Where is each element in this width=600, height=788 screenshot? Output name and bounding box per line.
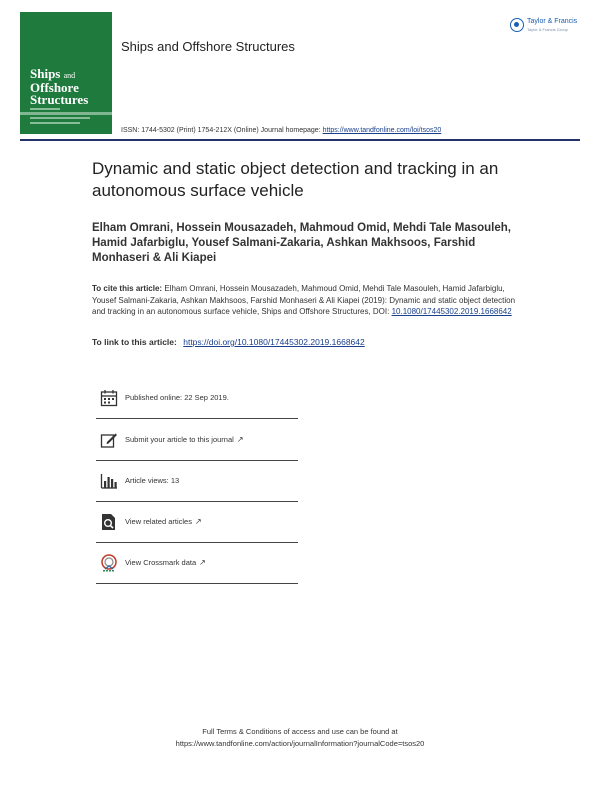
bar-chart-icon — [100, 472, 118, 490]
publisher-logo: Taylor & Francis Taylor & Francis Group — [510, 16, 580, 36]
related-articles-link[interactable]: View related articles ↗ — [125, 517, 202, 526]
footer-journal-link[interactable]: https://www.tandfonline.com/action/journalInformation?journalCode=tsos20 — [175, 739, 425, 748]
related-articles-row[interactable] — [96, 501, 298, 543]
external-link-icon: ↗ — [236, 435, 244, 444]
published-row — [96, 377, 298, 419]
crossmark-link[interactable]: View Crossmark data ↗ — [125, 558, 206, 567]
search-document-icon — [100, 513, 118, 531]
crossmark-row[interactable] — [96, 542, 298, 584]
edit-icon — [100, 431, 118, 449]
article-views-row — [96, 460, 298, 502]
issn-line: ISSN: 1744-5302 (Print) 1754-212X (Online) Journal homepage: https://www.tandfonline.com/loi/tsos20 — [121, 127, 442, 134]
external-link-icon: ↗ — [199, 558, 206, 567]
submit-article-row[interactable] — [96, 419, 298, 461]
publisher-logo-icon — [510, 18, 524, 32]
link-label: To link to this article: — [92, 337, 177, 347]
calendar-icon — [100, 389, 118, 407]
published-date: Published online: 22 Sep 2019. — [125, 393, 229, 402]
external-link-icon: ↗ — [194, 517, 202, 526]
doi-link[interactable]: 10.1080/17445302.2019.1668642 — [391, 307, 512, 316]
article-doi-url-link[interactable]: https://doi.org/10.1080/17445302.2019.1668642 — [183, 337, 365, 347]
footer-terms-text: Full Terms & Conditions of access and use can be found at — [202, 727, 398, 736]
footer — [0, 726, 600, 750]
cite-label: To cite this article: — [92, 284, 163, 293]
article-authors: Elham Omrani, Hossein Mousazadeh, Mahmoud Omid, Mehdi Tale Masouleh, Hamid Jafarbiglu, Yousef Salmani-Zakaria, Ashkan Makhsoos, Farshid Monhaseri & Ali Kiapei — [92, 222, 511, 264]
cite-text: Elham Omrani, Hossein Mousazadeh, Mahmoud Omid, Mehdi Tale Masouleh, Hamid Jafarbiglu, Yousef Salmani-Zakaria, Ashkan Makhsoos, Farshid Monhaseri & Ali Kiapei (2019): Dynamic and static object detection and tracking in an autonomous surface vehicle, Ships and Offshore Structures, DOI: — [92, 284, 516, 316]
journal-cover-image — [20, 12, 112, 134]
journal-title: Ships and Offshore Structures — [121, 39, 295, 54]
citation-block — [92, 283, 522, 318]
article-views: Article views: 13 — [125, 476, 180, 485]
journal-homepage-link[interactable]: https://www.tandfonline.com/loi/tsos20 — [322, 127, 442, 134]
article-title: Dynamic and static object detection and tracking in an autonomous surface vehicle — [92, 159, 499, 200]
cover-title: Ships and Offshore Structures — [30, 66, 89, 107]
header-divider — [20, 139, 580, 141]
article-link-line — [92, 337, 365, 347]
crossmark-icon — [100, 554, 118, 572]
submit-article-link[interactable]: Submit your article to this journal ↗ — [125, 435, 244, 444]
